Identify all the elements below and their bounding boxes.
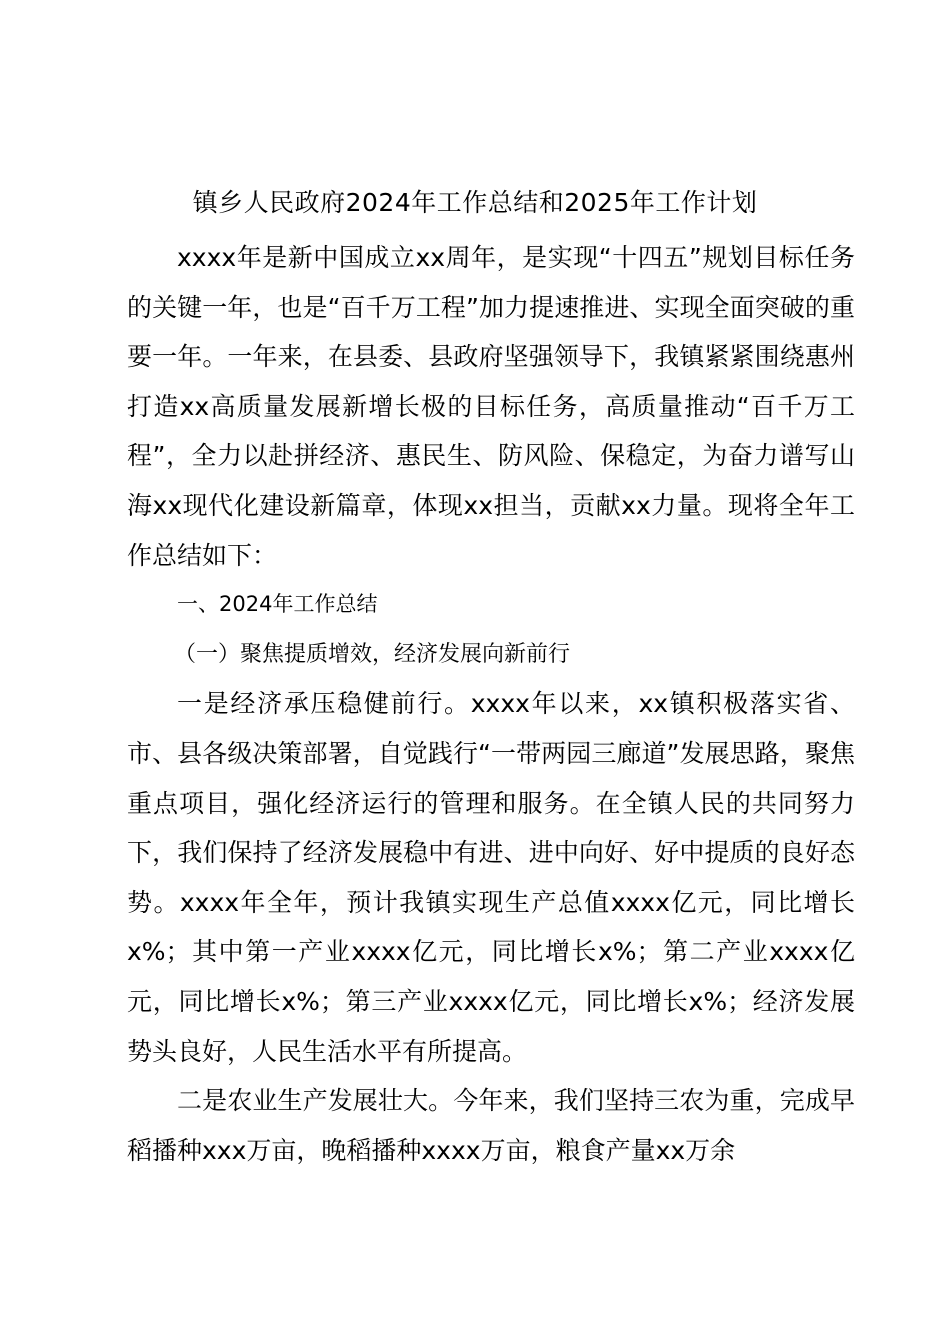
paragraph-intro: xxxx年是新中国成立xx周年，是实现“十四五”规划目标任务的关键一年，也是“百千万工程”加力提速推进、实现全面突破的重要一年。一年来，在县委、县政府坚强领导下，我镇紧紧围绕惠州打造xx高质量发展新增长极的目标任务，高质量推动“百千万工程”，全力以赴拼经济、惠民生、防风险、保稳定，为奋力谱写山海xx现代化建设新篇章，体现xx担当，贡献xx力量。现将全年工作总结如下： xyxy=(127,243,855,570)
document-body xyxy=(127,233,855,1175)
paragraph-agriculture: 二是农业生产发展壮大。今年来，我们坚持三农为重，完成早稻播种xxx万亩，晚稻播种xxxx万亩，粮食产量xx万余 xyxy=(127,1086,855,1165)
subsection-heading: （一）聚焦提质增效，经济发展向新前行 xyxy=(174,641,571,667)
document-title: 镇乡人民政府2024年工作总结和2025年工作计划 xyxy=(192,188,758,217)
section-heading: 一、2024年工作总结 xyxy=(177,592,378,617)
paragraph-economy: 一是经济承压稳健前行。xxxx年以来，xx镇积极落实省、市、县各级决策部署，自觉践行“一带两园三廊道”发展思路，聚焦重点项目，强化经济运行的管理和服务。在全镇人民的共同努力下，我们保持了经济发展稳中有进、进中向好、好中提质的良好态势。xxxx年全年，预计我镇实现生产总值xxxx亿元，同比增长x%；其中第一产业xxxx亿元，同比增长x%；第二产业xxxx亿元，同比增长x%；第三产业xxxx亿元，同比增长x%；经济发展势头良好，人民生活水平有所提高。 xyxy=(127,689,855,1066)
